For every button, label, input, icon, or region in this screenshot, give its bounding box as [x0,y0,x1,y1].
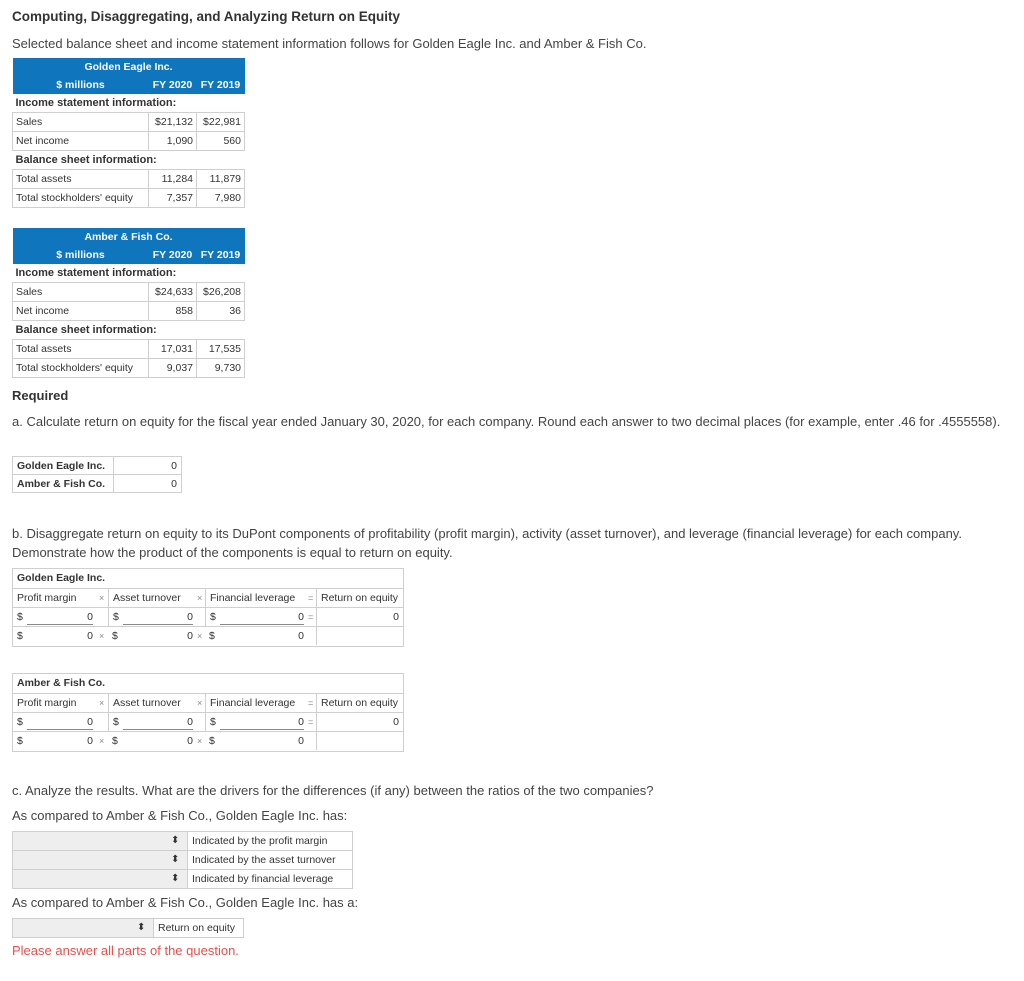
equity-label: Total stockholders' equity [13,189,149,208]
roe-header: Return on equity [316,694,398,712]
times-sign: × [99,698,105,708]
net-income-2019: 36 [197,302,245,321]
times-sign: × [99,736,105,746]
asset-turnover-header: Asset turnover [108,589,181,607]
profit-margin-result: 0 [87,735,93,747]
col-fy2020: FY 2020 [149,76,197,94]
total-assets-label: Total assets [13,340,149,359]
equity-label: Total stockholders' equity [13,359,149,378]
driver-select-financial-leverage[interactable] [12,869,353,889]
dupont-golden-eagle [12,568,404,647]
dupont-row-1 [13,712,403,731]
col-fy2019: FY 2019 [197,76,245,94]
amber-fish-table [12,228,245,378]
page-title: Computing, Disaggregating, and Analyzing Return on Equity [12,9,400,24]
roe-company-label: Golden Eagle Inc. [13,457,114,475]
driver-label: Indicated by the profit margin [187,832,327,850]
empty-cell [316,627,399,645]
driver-label: Indicated by the asset turnover [187,851,336,869]
net-income-2020: 858 [149,302,197,321]
profit-margin-header: Profit margin [17,697,77,709]
dupont-row-2 [13,731,403,750]
dollar-sign: $ [108,608,119,626]
sales-2020: $21,132 [149,113,197,132]
up-down-arrow-icon: ⬍ [171,873,180,884]
driver-label: Indicated by financial leverage [187,870,333,888]
equals-sign: = [308,717,314,727]
warning-message: Please answer all parts of the question. [12,943,239,958]
sales-2020: $24,633 [149,283,197,302]
equals-sign: = [308,593,314,603]
dollar-sign: $ [17,716,23,728]
company-header: Amber & Fish Co. [13,228,245,246]
roe-input-golden-eagle[interactable]: 0 [114,457,182,475]
total-assets-label: Total assets [13,170,149,189]
roe-input-amber-fish[interactable]: 0 [114,475,182,493]
dupont-header-row [13,694,403,712]
golden-eagle-table [12,58,245,208]
dupont-row-1 [13,607,403,626]
roe-result: 0 [316,608,399,626]
dollar-sign: $ [209,630,215,642]
asset-turnover-input[interactable]: 0 [123,610,193,625]
roe-header: Return on equity [316,589,398,607]
sales-label: Sales [13,113,149,132]
asset-turnover-result: 0 [187,630,193,642]
equity-2019: 7,980 [197,189,245,208]
sales-label: Sales [13,283,149,302]
net-income-label: Net income [13,132,149,151]
dollar-sign: $ [17,611,23,623]
financial-leverage-result: 0 [298,630,304,642]
times-sign: × [99,631,105,641]
driver-select-asset-turnover[interactable] [12,850,353,870]
dollar-sign: $ [112,735,118,747]
equity-2019: 9,730 [197,359,245,378]
times-sign: × [197,736,203,746]
intro-text: Selected balance sheet and income statement information follows for Golden Eagle Inc. and Amber & Fish Co. [12,36,647,51]
select-box[interactable] [13,832,187,850]
unit-label: $ millions [13,246,149,264]
income-section: Income statement information: [15,267,177,279]
empty-cell [316,732,399,750]
select-box[interactable] [13,919,153,937]
dupont-row-2 [13,626,403,645]
sales-2019: $26,208 [197,283,245,302]
compare-text-2: As compared to Amber & Fish Co., Golden Eagle Inc. has a: [12,895,359,910]
part-a-text: a. Calculate return on equity for the fiscal year ended January 30, 2020, for each company. Round each answer to two decimal places (for example, enter .46 for .4555558). [12,414,1001,429]
driver-select-profit-margin[interactable] [12,831,353,851]
times-sign: × [197,593,203,603]
equity-2020: 7,357 [149,189,197,208]
roe-answer-table [12,456,182,493]
asset-turnover-header: Asset turnover [108,694,181,712]
required-heading: Required [12,388,69,403]
financial-leverage-header: Financial leverage [205,589,295,607]
asset-turnover-result: 0 [187,735,193,747]
net-income-2019: 560 [197,132,245,151]
financial-leverage-header: Financial leverage [205,694,295,712]
times-sign: × [197,631,203,641]
financial-leverage-result: 0 [298,735,304,747]
sales-2019: $22,981 [197,113,245,132]
net-income-2020: 1,090 [149,132,197,151]
total-assets-2020: 11,284 [149,170,197,189]
part-b-text: b. Disaggregate return on equity to its DuPont components of profitability (profit margin), activity (asset turnover), and leverage (financial leverage) for each company. Demonstrate how the product of the components is equal to return on equity. [12,526,962,560]
dollar-sign: $ [205,713,216,731]
total-assets-2020: 17,031 [149,340,197,359]
profit-margin-input[interactable]: 0 [27,715,93,730]
total-assets-2019: 17,535 [197,340,245,359]
dollar-sign: $ [205,608,216,626]
times-sign: × [197,698,203,708]
financial-leverage-input[interactable]: 0 [220,610,304,625]
profit-margin-result: 0 [87,630,93,642]
company-header: Golden Eagle Inc. [13,58,245,76]
unit-label: $ millions [13,76,149,94]
equals-sign: = [308,698,314,708]
dollar-sign: $ [17,630,23,642]
dupont-company: Amber & Fish Co. [13,674,403,694]
roe-driver-select[interactable] [12,918,244,938]
dollar-sign: $ [17,735,23,747]
dollar-sign: $ [112,630,118,642]
asset-turnover-input[interactable]: 0 [123,715,193,730]
equity-2020: 9,037 [149,359,197,378]
up-down-arrow-icon: ⬍ [171,835,180,846]
times-sign: × [99,593,105,603]
balance-section: Balance sheet information: [15,154,157,166]
col-fy2020: FY 2020 [149,246,197,264]
col-fy2019: FY 2019 [197,246,245,264]
financial-leverage-input[interactable]: 0 [220,715,304,730]
roe-driver-label: Return on equity [153,919,235,937]
dupont-header-row [13,589,403,607]
dupont-amber-fish [12,673,404,752]
up-down-arrow-icon: ⬍ [137,922,146,933]
dollar-sign: $ [108,713,119,731]
dupont-company: Golden Eagle Inc. [13,569,403,589]
compare-text-1: As compared to Amber & Fish Co., Golden Eagle Inc. has: [12,808,348,823]
select-box[interactable] [13,870,187,888]
balance-section: Balance sheet information: [15,324,157,336]
net-income-label: Net income [13,302,149,321]
dollar-sign: $ [209,735,215,747]
income-section: Income statement information: [15,97,177,109]
part-c-text: c. Analyze the results. What are the drivers for the differences (if any) between the ratios of the two companies? [12,783,654,798]
roe-company-label: Amber & Fish Co. [13,475,114,493]
profit-margin-input[interactable]: 0 [27,610,93,625]
profit-margin-header: Profit margin [17,592,77,604]
up-down-arrow-icon: ⬍ [171,854,180,865]
total-assets-2019: 11,879 [197,170,245,189]
equals-sign: = [308,612,314,622]
select-box[interactable] [13,851,187,869]
roe-result: 0 [316,713,399,731]
